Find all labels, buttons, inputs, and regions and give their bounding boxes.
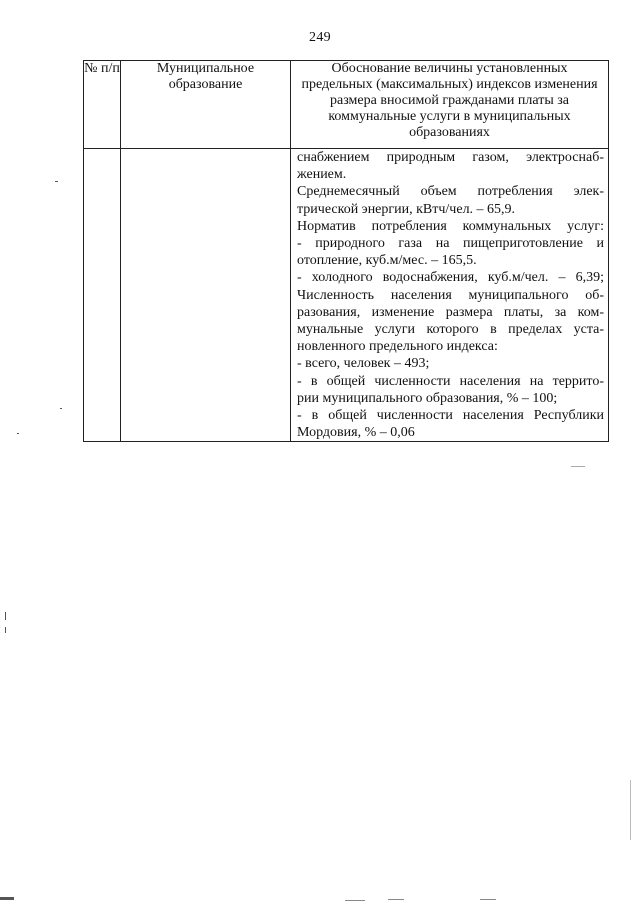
table-row: [84, 149, 609, 442]
scan-speck: [17, 433, 19, 434]
scan-speck: [480, 899, 496, 900]
page-number: 249: [309, 30, 331, 45]
text-line: трической энергии, кВтч/чел. – 65,9.: [297, 201, 516, 217]
text-line: Мордовия, % – 0,06: [297, 425, 415, 441]
text-line: Норматив потребления коммунальных услуг:: [297, 218, 604, 234]
cell-justification: [291, 149, 609, 442]
text-line: Среднемесячный объем потребления элек-: [297, 184, 604, 200]
scan-speck: [630, 780, 631, 840]
justification-table: [83, 60, 609, 442]
text-line: новленного предельного индекса:: [297, 339, 498, 355]
scan-speck: [571, 466, 585, 467]
scan-speck: [0, 897, 14, 900]
text-line: - в общей численности населения Республики: [297, 408, 604, 424]
text-line: разования, изменение размера платы, за ком-: [297, 304, 604, 320]
cell-number: [84, 149, 121, 442]
text-line: - в общей численности населения на террито-: [297, 373, 604, 389]
scan-speck: [345, 900, 365, 901]
scan-speck: [388, 899, 404, 900]
text-line: жением.: [297, 167, 347, 183]
header-municipality: Муниципальное образование: [121, 61, 291, 149]
text-line: мунальные услуги которого в пределах уста-: [297, 322, 604, 338]
text-line: Численность населения муниципального об-: [297, 287, 604, 303]
scan-speck: [5, 627, 6, 633]
scan-speck: [55, 181, 58, 182]
header-justification: Обоснование величины установленных предельных (максимальных) индексов изменения размера вносимой гражданами платы за коммунальные услуги в муниципальных образованиях: [291, 61, 609, 149]
table-header-row: [84, 61, 609, 149]
header-number: № п/п: [84, 61, 121, 149]
cell-municipality: [121, 149, 291, 442]
text-line: рии муниципального образования, % – 100;: [297, 390, 558, 406]
text-line: - холодного водоснабжения, куб.м/чел. – 6,39;: [297, 270, 604, 286]
scan-speck: [5, 612, 6, 620]
text-line: - всего, человек – 493;: [297, 356, 430, 372]
text-line: отопление, куб.м/мес. – 165,5.: [297, 253, 477, 269]
text-line: снабжением природным газом, электроснаб-: [297, 150, 604, 165]
text-line: - природного газа на пищеприготовление и: [297, 236, 604, 252]
scan-speck: [60, 408, 62, 409]
